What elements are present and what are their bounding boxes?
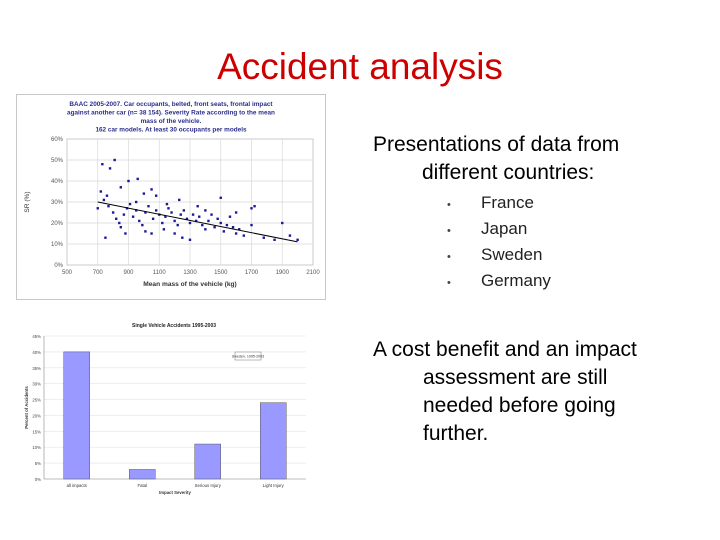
bullet-icon: • [447,251,451,263]
data-point [226,224,228,226]
data-point [189,239,191,241]
x-tick-label: 1500 [214,270,228,276]
data-point [196,205,198,207]
country-list [440,192,551,296]
data-point [112,211,114,213]
y-tick-label: 60% [50,137,63,143]
data-point [213,226,215,228]
data-point [178,199,180,201]
data-point [124,232,126,234]
data-point [118,222,120,224]
data-point [166,203,168,205]
data-point [147,205,149,207]
y-tick-label: 5% [34,461,41,467]
closing-line-2: assessment are still [423,366,608,389]
bullet-icon: • [447,199,451,211]
closing-line-3: needed before going [423,394,616,417]
data-point [173,232,175,234]
closing-line-4: further. [423,422,489,445]
data-point [150,188,152,190]
closing-text [373,336,703,448]
intro-line-2: different countries: [422,161,595,184]
data-point [115,218,117,220]
bar [195,444,221,479]
x-tick-label: 900 [123,270,134,276]
x-tick-label: Light Injury [262,483,284,488]
data-point [127,180,129,182]
data-point [167,207,169,209]
y-tick-label: 10% [32,445,41,451]
y-tick-label: 40% [50,179,63,185]
data-point [155,209,157,211]
data-point [289,234,291,236]
x-tick-label: 700 [92,270,103,276]
x-tick-label: all impacts [66,483,87,488]
list-item [440,218,551,244]
data-point [243,234,245,236]
data-point [229,216,231,218]
data-point [109,167,111,169]
country-name: France [481,193,534,212]
y-tick-label: 40% [32,349,41,355]
scatter-title-line: against another car (n= 38 154). Severity Rate according to the mean [67,109,275,117]
bar-chart [22,315,314,515]
data-point [281,222,283,224]
bar [129,469,155,479]
data-point [183,209,185,211]
data-point [296,239,298,241]
data-point [189,222,191,224]
data-point [223,230,225,232]
data-point [192,213,194,215]
data-point [100,190,102,192]
data-point [101,163,103,165]
data-point [253,205,255,207]
data-point [204,209,206,211]
list-item [440,192,551,218]
x-tick-label: 1100 [152,270,166,276]
bar-chart-title: Single Vehicle Accidents 1995-2003 [131,323,217,329]
data-point [143,192,145,194]
data-point [161,222,163,224]
bar-chart-panel [22,315,314,515]
x-tick-label: 1900 [275,270,289,276]
data-point [250,207,252,209]
bullet-icon: • [447,277,451,289]
data-point [173,220,175,222]
bar [64,352,90,479]
data-point [150,232,152,234]
data-point [198,216,200,218]
data-point [216,218,218,220]
scatter-chart-panel [16,94,326,300]
data-point [120,226,122,228]
data-point [106,195,108,197]
country-name: Japan [481,219,528,238]
data-point [163,228,165,230]
data-point [273,239,275,241]
x-tick-label: 1300 [183,270,197,276]
data-point [177,224,179,226]
data-point [220,197,222,199]
data-point [220,222,222,224]
data-point [180,213,182,215]
intro-line-1: Presentations of data from [373,133,620,156]
scatter-title-line: mass of the vehicle. [140,118,202,125]
y-tick-label: 0% [34,477,41,482]
data-point [232,226,234,228]
data-point [235,232,237,234]
y-tick-label: 20% [50,221,63,227]
y-tick-label: 35% [32,365,41,371]
legend-label: Sweden, 1995-2003 [231,354,265,359]
data-point [144,230,146,232]
data-point [204,228,206,230]
x-tick-label: Serious Injury [194,483,221,488]
data-point [207,220,209,222]
intro-text [373,131,693,187]
y-tick-label: 0% [54,263,63,269]
data-point [103,199,105,201]
y-tick-label: 30% [32,381,41,387]
data-point [107,205,109,207]
data-point [141,224,143,226]
data-point [135,201,137,203]
data-point [263,237,265,239]
y-tick-label: 45% [32,334,41,339]
country-name: Germany [481,271,551,290]
scatter-chart [17,95,325,299]
data-point [181,237,183,239]
data-point [120,186,122,188]
x-tick-label: 500 [61,270,73,276]
y-tick-label: 30% [50,200,63,206]
scatter-title-line: BAAC 2005-2007. Car occupants, belted, front seats, frontal impact [69,101,273,108]
x-axis-label: Impact Severity [159,490,191,495]
data-point [113,159,115,161]
x-tick-label: Fatal [137,483,148,488]
data-point [210,213,212,215]
y-tick-label: 10% [50,242,63,248]
y-tick-label: 50% [50,158,63,164]
x-tick-label: 2100 [306,270,320,276]
x-axis-label: Mean mass of the vehicle (kg) [143,281,237,288]
data-point [152,218,154,220]
list-item [440,270,551,296]
data-point [104,237,106,239]
slide-title: Accident analysis [217,46,503,87]
data-point [138,220,140,222]
bullet-icon: • [447,225,451,237]
data-point [129,203,131,205]
closing-line-1: A cost benefit and an impact [373,338,637,361]
y-axis-label: Percent of Accidents [24,386,29,429]
bar [260,403,286,479]
data-point [201,224,203,226]
data-point [132,216,134,218]
scatter-title-line: 162 car models. At least 30 occupants per models [95,126,247,134]
data-point [123,213,125,215]
x-tick-label: 1700 [244,270,259,276]
data-point [235,211,237,213]
data-point [137,178,139,180]
country-name: Sweden [481,245,543,264]
data-point [97,207,99,209]
data-point [170,211,172,213]
y-axis-label: SR (%) [24,191,31,213]
y-tick-label: 15% [32,429,41,435]
y-tick-label: 20% [32,413,41,419]
data-point [250,224,252,226]
list-item [440,244,551,270]
y-tick-label: 25% [32,397,41,403]
data-point [155,195,157,197]
